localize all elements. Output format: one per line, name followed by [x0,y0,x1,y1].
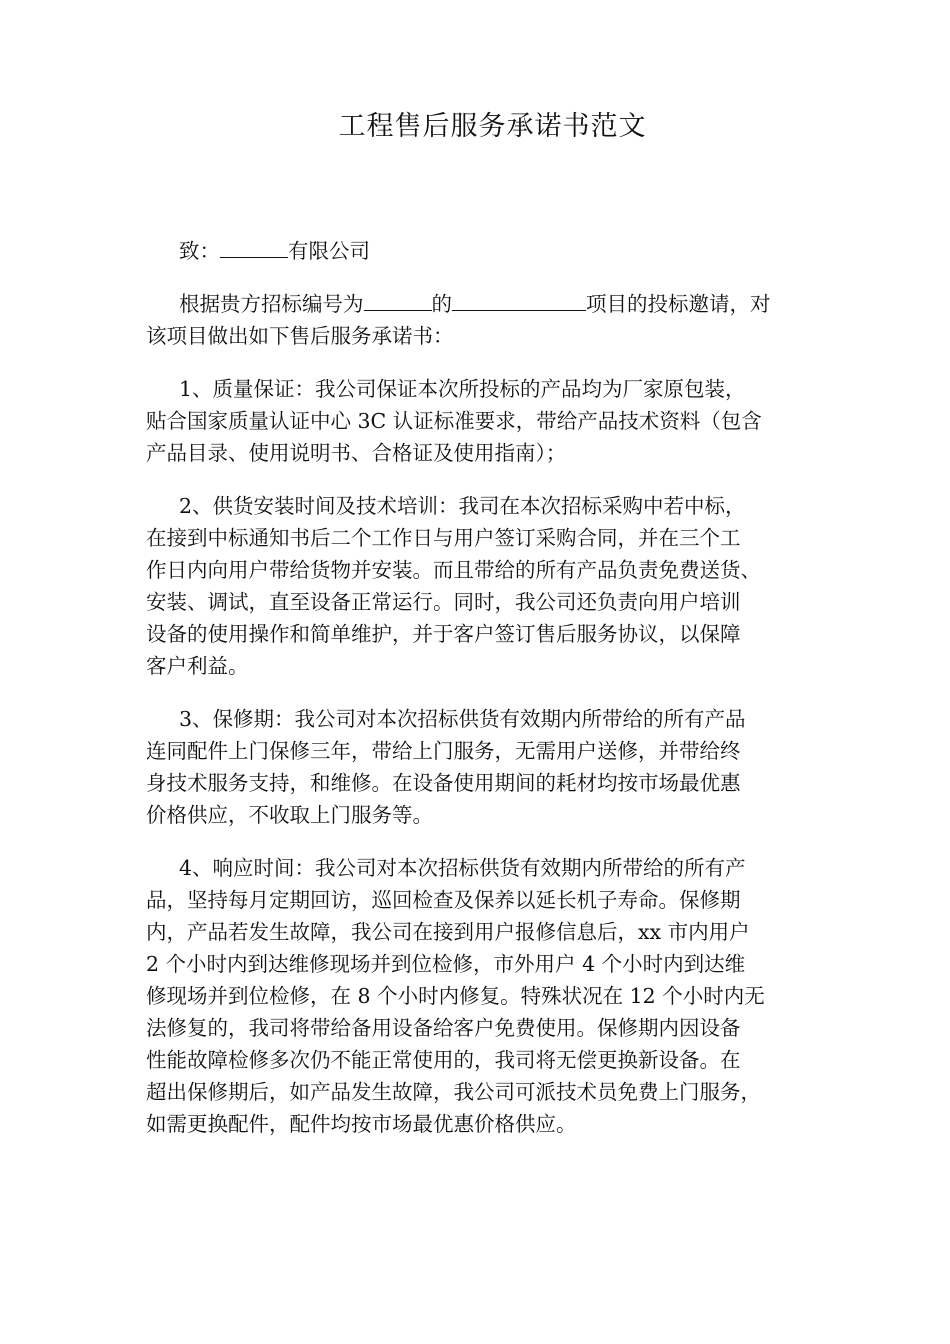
paragraph-line: 内，产品若发生故障，我公司在接到用户报修信息后，xx 市内用户 [146,920,750,944]
intro-text-3: 项目的投标邀请，对 [586,292,771,316]
addressee-prefix: 致： [179,239,220,263]
paragraph-line: 身技术服务支持，和维修。在设备使用期间的耗材均按市场最优惠 [146,771,741,795]
paragraph-delivery [146,490,836,682]
addressee-suffix: 有限公司 [288,239,370,263]
paragraph-response-time [146,852,836,1140]
paragraph-line: 性能故障检修多次仍不能正常使用的，我司将无偿更换新设备。在 [146,1048,741,1072]
paragraph-warranty [146,703,836,831]
paragraph-line: 4、响应时间：我公司对本次招标供货有效期内所带给的所有产 [179,856,746,880]
paragraph-line: 产品目录、使用说明书、合格证及使用指南）； [146,441,567,465]
document-body [146,235,836,1161]
paragraph-line: 修现场并到位检修，在 8 个小时内修复。特殊状况在 12 个小时内无 [146,984,765,1008]
intro-line-2: 该项目做出如下售后服务承诺书： [146,324,454,348]
paragraph-line: 2、供货安装时间及技术培训：我司在本次招标采购中若中标， [179,494,746,518]
paragraph-line: 贴合国家质量认证中心 3C 认证标准要求，带给产品技术资料（包含 [146,409,762,433]
paragraph-line: 连同配件上门保修三年，带给上门服务，无需用户送修，并带给终 [146,739,741,763]
intro-text-1: 根据贵方招标编号为 [179,292,364,316]
paragraph-quality [146,373,836,469]
tender-number-blank [364,288,432,311]
addressee-line [146,235,836,267]
project-name-blank [452,288,586,311]
intro-text-2: 的 [431,292,452,316]
paragraph-line: 1、质量保证：我公司保证本次所投标的产品均为厂家原包装， [179,377,746,401]
paragraph-line: 价格供应，不收取上门服务等。 [146,803,433,827]
intro-paragraph [146,288,836,352]
paragraph-line: 设备的使用操作和简单维护，并于客户签订售后服务协议，以保障 [146,622,741,646]
paragraph-line: 作日内向用户带给货物并安装。而且带给的所有产品负责免费送货、 [146,558,761,582]
paragraph-line: 3、保修期：我公司对本次招标供货有效期内所带给的所有产品 [179,707,746,731]
paragraph-line: 在接到中标通知书后二个工作日与用户签订采购合同，并在三个工 [146,526,741,550]
paragraph-line: 2 个小时内到达维修现场并到位检修，市外用户 4 个小时内到达维 [146,952,746,976]
paragraph-line: 法修复的，我司将带给备用设备给客户免费使用。保修期内因设备 [146,1016,741,1040]
company-name-blank [220,235,288,258]
paragraph-line: 品，坚持每月定期回访，巡回检查及保养以延长机子寿命。保修期 [146,888,741,912]
paragraph-line: 安装、调试，直至设备正常运行。同时，我公司还负责向用户培训 [146,590,741,614]
document-title: 工程售后服务承诺书范文 [338,111,647,142]
intro-line-1 [146,288,836,320]
paragraph-line: 超出保修期后，如产品发生故障，我公司可派技术员免费上门服务， [146,1080,761,1104]
paragraph-line: 客户利益。 [146,654,249,678]
paragraph-line: 如需更换配件，配件均按市场最优惠价格供应。 [146,1112,577,1136]
